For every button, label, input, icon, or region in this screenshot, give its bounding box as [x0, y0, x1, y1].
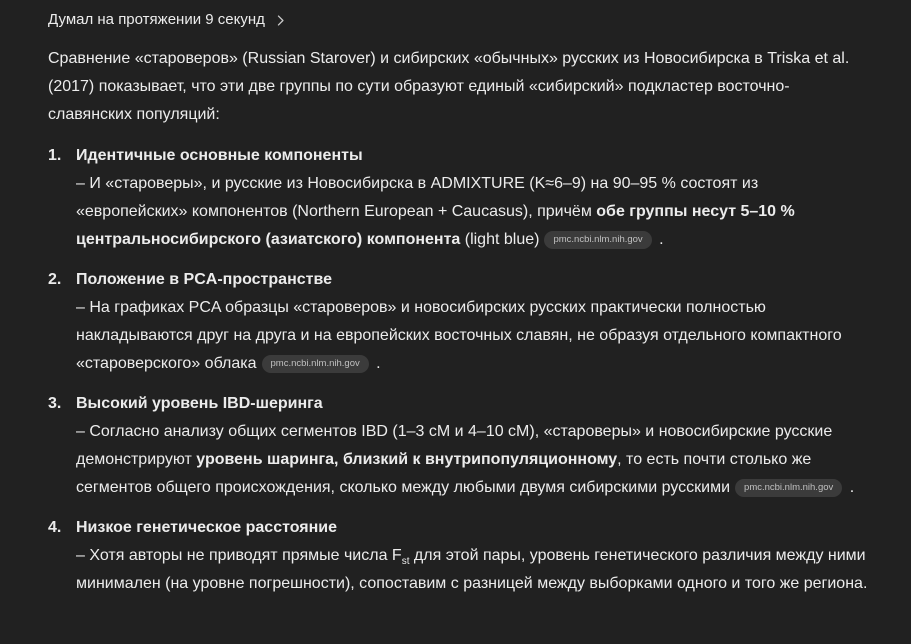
list-item-body	[76, 170, 872, 254]
list-item	[48, 266, 872, 378]
list-item-title: Идентичные основные компоненты	[76, 147, 363, 164]
list-item-body	[76, 294, 872, 378]
list-item	[48, 514, 872, 598]
subscript-text: st	[401, 556, 410, 568]
body-text: – И «староверы», и русские из Новосибирска в ADMIXTURE (K≈6–9) на 90–95 % состоят из «европейских» компонентов (Northern European + Caucasus), причём	[76, 175, 759, 220]
chevron-right-icon	[274, 14, 287, 27]
list-item-number: 1.	[48, 147, 62, 164]
list-item-title: Положение в PCA-пространстве	[76, 271, 332, 288]
list-item-body	[76, 542, 872, 598]
body-text: – Согласно анализу общих сегментов IBD (1–3 cM и 4–10 cM), «староверы» и новосибирские русские демонстрируют	[76, 423, 833, 468]
list-item-title: Высокий уровень IBD-шеринга	[76, 395, 323, 412]
body-text: , то есть почти столько же сегментов общего происхождения, сколько между любыми двумя сибирскими русскими	[76, 451, 812, 496]
body-text: – На графиках PCA образцы «староверов» и новосибирских русских практически полностью накладываются друг на друга и на европейских восточных славян, не образуя отдельного компактного «староверского» облака	[76, 299, 842, 372]
intro-paragraph: Сравнение «староверов» (Russian Starover) и сибирских «обычных» русских из Новосибирска в Triska et al. (2017) показывает, что эти две группы по сути образуют единый «сибирский» подкластер восточно-славянских популяций:	[48, 50, 850, 123]
thinking-summary-label: Думал на протяжении 9 секунд	[48, 11, 265, 28]
bold-text: уровень шаринга, близкий к внутрипопуляционному	[196, 451, 618, 468]
citation-badge[interactable]: pmc.ncbi.nlm.nih.gov	[735, 479, 842, 497]
list-item-number: 4.	[48, 519, 62, 536]
citation-badge[interactable]: pmc.ncbi.nlm.nih.gov	[544, 231, 651, 249]
list-item-number: 3.	[48, 395, 62, 412]
body-text: для этой пары, уровень генетического различия между ними минимален (на уровне погрешности), сопоставим с разницей между выборками одного и того же региона.	[76, 547, 868, 592]
thinking-summary-toggle[interactable]	[48, 10, 287, 30]
body-text: – Хотя авторы не приводят прямые числа F	[76, 547, 402, 564]
list-item-number: 2.	[48, 271, 62, 288]
bold-text: обе группы несут 5–10 % центральносибирского (азиатского) компонента	[76, 203, 795, 248]
list-item-title: Низкое генетическое расстояние	[76, 519, 338, 536]
body-text: .	[845, 479, 855, 496]
list-item-body	[76, 418, 872, 502]
list-item	[48, 142, 872, 254]
body-text: .	[654, 231, 664, 248]
citation-badge[interactable]: pmc.ncbi.nlm.nih.gov	[262, 355, 369, 373]
numbered-list	[48, 142, 872, 598]
body-text: .	[371, 355, 381, 372]
list-item	[48, 390, 872, 502]
body-text: (light blue)	[460, 231, 540, 248]
